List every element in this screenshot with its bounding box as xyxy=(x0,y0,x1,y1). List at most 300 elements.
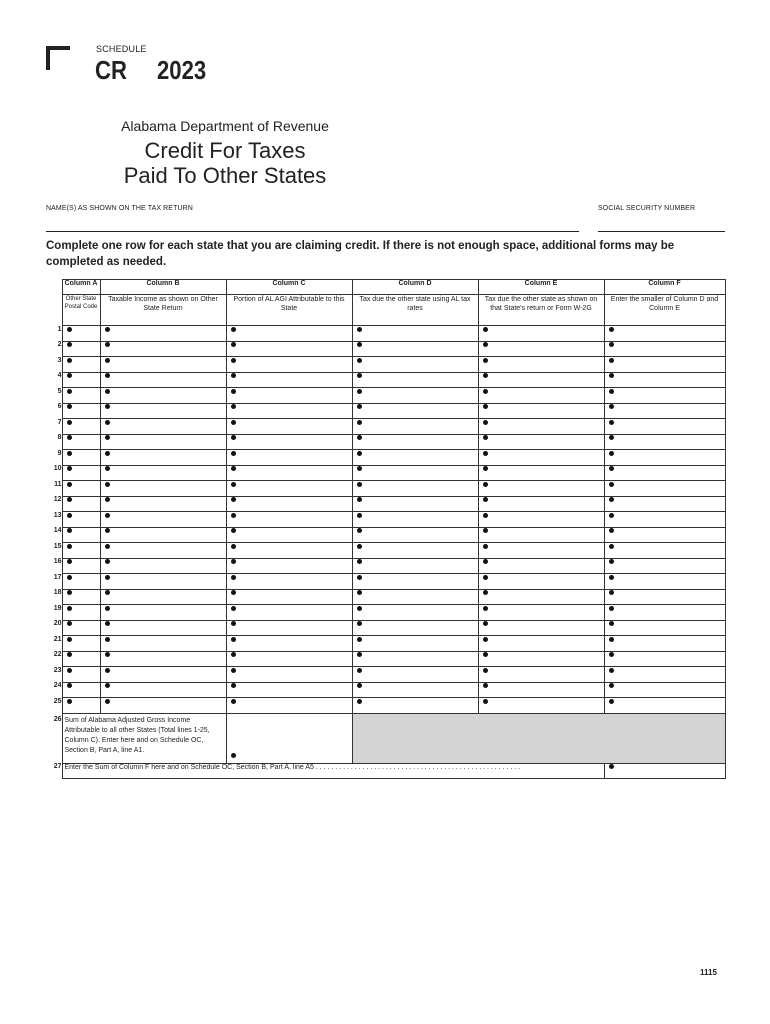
column-a-input[interactable] xyxy=(62,543,100,559)
bullet-icon xyxy=(357,590,362,595)
bullet-icon xyxy=(67,466,72,471)
bullet-icon xyxy=(231,358,236,363)
bullet-icon xyxy=(483,389,488,394)
bullet-icon xyxy=(609,606,614,611)
bullet-icon xyxy=(67,528,72,533)
bullet-icon xyxy=(609,497,614,502)
column-e-input[interactable] xyxy=(478,558,604,574)
bullet-icon xyxy=(105,435,110,440)
bullet-icon xyxy=(483,513,488,518)
column-a-input[interactable] xyxy=(62,558,100,574)
ssn-field-label: SOCIAL SECURITY NUMBER xyxy=(598,205,696,212)
bullet-icon xyxy=(231,373,236,378)
bullet-icon xyxy=(357,358,362,363)
column-b-input[interactable] xyxy=(100,620,226,636)
column-b-input[interactable] xyxy=(100,465,226,481)
bullet-icon xyxy=(105,358,110,363)
column-c-input[interactable] xyxy=(226,450,352,466)
column-f-input[interactable] xyxy=(604,496,725,512)
bullet-icon xyxy=(105,637,110,642)
column-e-input[interactable] xyxy=(478,682,604,698)
column-f-input[interactable] xyxy=(604,419,725,435)
bullet-icon xyxy=(231,699,236,704)
bullet-icon xyxy=(231,435,236,440)
column-e-input[interactable] xyxy=(478,589,604,605)
column-e-input[interactable] xyxy=(478,574,604,590)
column-c-input[interactable] xyxy=(226,636,352,652)
column-d-input[interactable] xyxy=(352,651,478,667)
bullet-icon xyxy=(483,420,488,425)
bullet-icon xyxy=(105,466,110,471)
column-e-input[interactable] xyxy=(478,326,604,342)
column-c-input[interactable] xyxy=(226,605,352,621)
table-row xyxy=(46,419,725,435)
bullet-icon xyxy=(609,482,614,487)
column-e-input[interactable] xyxy=(478,434,604,450)
bullet-icon xyxy=(231,466,236,471)
column-b-input[interactable] xyxy=(100,636,226,652)
bullet-icon xyxy=(357,513,362,518)
column-c-input[interactable] xyxy=(226,357,352,373)
column-d-input[interactable] xyxy=(352,372,478,388)
name-field-label: NAME(S) AS SHOWN ON THE TAX RETURN xyxy=(46,205,193,212)
column-a-input[interactable] xyxy=(62,357,100,373)
column-c-input[interactable] xyxy=(226,403,352,419)
column-b-input[interactable] xyxy=(100,357,226,373)
column-b-input[interactable] xyxy=(100,419,226,435)
bullet-icon xyxy=(357,404,362,409)
table-row xyxy=(46,558,725,574)
column-e-input[interactable] xyxy=(478,450,604,466)
column-a-input[interactable] xyxy=(62,512,100,528)
column-d-input[interactable] xyxy=(352,636,478,652)
column-e-input[interactable] xyxy=(478,667,604,683)
table-row xyxy=(46,698,725,714)
table-row xyxy=(46,543,725,559)
table-row xyxy=(46,620,725,636)
column-e-input[interactable] xyxy=(478,388,604,404)
row-number: 12 xyxy=(53,496,62,503)
bullet-icon xyxy=(231,753,236,758)
table-row xyxy=(46,496,725,512)
table-row xyxy=(46,636,725,652)
bullet-icon xyxy=(67,699,72,704)
column-d-input[interactable] xyxy=(352,682,478,698)
bullet-icon xyxy=(609,637,614,642)
bullet-icon xyxy=(67,590,72,595)
column-c-input[interactable] xyxy=(226,698,352,714)
column-d-input[interactable] xyxy=(352,589,478,605)
bullet-icon xyxy=(609,764,614,769)
column-f-input[interactable] xyxy=(604,434,725,450)
bullet-icon xyxy=(483,327,488,332)
column-f-input[interactable] xyxy=(604,620,725,636)
table-row xyxy=(46,372,725,388)
column-b-input[interactable] xyxy=(100,481,226,497)
bullet-icon xyxy=(231,513,236,518)
column-d-input[interactable] xyxy=(352,481,478,497)
line-27-input[interactable] xyxy=(604,763,725,778)
column-b-input[interactable] xyxy=(100,403,226,419)
column-e-input[interactable] xyxy=(478,605,604,621)
bullet-icon xyxy=(67,373,72,378)
row-number: 8 xyxy=(57,434,62,441)
column-d-input[interactable] xyxy=(352,496,478,512)
column-e-input[interactable] xyxy=(478,465,604,481)
column-c-input[interactable] xyxy=(226,434,352,450)
bullet-icon xyxy=(105,559,110,564)
column-f-input[interactable] xyxy=(604,388,725,404)
column-b-description: Taxable Income as shown on Other State Return xyxy=(100,295,226,326)
line-26-shaded-area xyxy=(352,713,725,763)
bullet-icon xyxy=(357,435,362,440)
line-26-description xyxy=(62,713,226,763)
column-f-input[interactable] xyxy=(604,543,725,559)
column-a-input[interactable] xyxy=(62,527,100,543)
table-row xyxy=(46,450,725,466)
bullet-icon xyxy=(231,420,236,425)
column-e-input[interactable] xyxy=(478,698,604,714)
table-row xyxy=(46,527,725,543)
table-row xyxy=(46,651,725,667)
bullet-icon xyxy=(231,482,236,487)
table-row xyxy=(46,388,725,404)
bullet-icon xyxy=(105,389,110,394)
column-d-input[interactable] xyxy=(352,512,478,528)
bullet-icon xyxy=(357,482,362,487)
column-a-header: Column A xyxy=(62,280,100,295)
bullet-icon xyxy=(483,466,488,471)
column-e-input[interactable] xyxy=(478,341,604,357)
column-a-input[interactable] xyxy=(62,682,100,698)
column-b-input[interactable] xyxy=(100,667,226,683)
row-number: 5 xyxy=(57,387,62,395)
column-f-input[interactable] xyxy=(604,667,725,683)
bullet-icon xyxy=(105,699,110,704)
column-b-input[interactable] xyxy=(100,698,226,714)
bullet-icon xyxy=(483,606,488,611)
table-row xyxy=(46,403,725,419)
bullet-icon xyxy=(231,544,236,549)
bullet-icon xyxy=(483,668,488,673)
column-b-input[interactable] xyxy=(100,512,226,528)
bullet-icon xyxy=(357,559,362,564)
bullet-icon xyxy=(483,559,488,564)
column-d-input[interactable] xyxy=(352,527,478,543)
column-f-input[interactable] xyxy=(604,636,725,652)
row-number: 9 xyxy=(57,449,62,457)
column-d-input[interactable] xyxy=(352,450,478,466)
column-c-input[interactable] xyxy=(226,667,352,683)
column-d-input[interactable] xyxy=(352,341,478,357)
column-a-input[interactable] xyxy=(62,481,100,497)
column-f-input[interactable] xyxy=(604,465,725,481)
column-a-input[interactable] xyxy=(62,372,100,388)
row-number: 24 xyxy=(53,682,62,689)
column-c-input[interactable] xyxy=(226,620,352,636)
row-number: 19 xyxy=(53,604,62,612)
column-f-input[interactable] xyxy=(604,403,725,419)
column-c-input[interactable] xyxy=(226,527,352,543)
bullet-icon xyxy=(67,358,72,363)
column-b-input[interactable] xyxy=(100,450,226,466)
column-f-input[interactable] xyxy=(604,450,725,466)
column-e-input[interactable] xyxy=(478,527,604,543)
column-f-input[interactable] xyxy=(604,341,725,357)
column-e-input[interactable] xyxy=(478,481,604,497)
bullet-icon xyxy=(483,451,488,456)
column-f-input[interactable] xyxy=(604,651,725,667)
column-d-input[interactable] xyxy=(352,326,478,342)
column-a-input[interactable] xyxy=(62,326,100,342)
column-f-input[interactable] xyxy=(604,326,725,342)
column-f-input[interactable] xyxy=(604,527,725,543)
column-c-input[interactable] xyxy=(226,326,352,342)
column-f-input[interactable] xyxy=(604,574,725,590)
column-c-input[interactable] xyxy=(226,574,352,590)
row-number: 22 xyxy=(53,651,62,658)
bullet-icon xyxy=(67,420,72,425)
description-spacer xyxy=(46,295,62,326)
column-b-input[interactable] xyxy=(100,605,226,621)
column-d-input[interactable] xyxy=(352,558,478,574)
table-row xyxy=(46,682,725,698)
column-b-input[interactable] xyxy=(100,574,226,590)
form-year: 2023 xyxy=(157,55,207,85)
column-f-input[interactable] xyxy=(604,589,725,605)
bullet-icon xyxy=(609,435,614,440)
table-row xyxy=(46,481,725,497)
column-d-input[interactable] xyxy=(352,357,478,373)
bullet-icon xyxy=(105,451,110,456)
column-e-input[interactable] xyxy=(478,357,604,373)
column-d-input[interactable] xyxy=(352,698,478,714)
column-e-input[interactable] xyxy=(478,651,604,667)
bullet-icon xyxy=(105,482,110,487)
column-f-input[interactable] xyxy=(604,372,725,388)
column-a-input[interactable] xyxy=(62,651,100,667)
line-26-row xyxy=(46,713,725,763)
bullet-icon xyxy=(609,342,614,347)
column-b-input[interactable] xyxy=(100,341,226,357)
column-e-input[interactable] xyxy=(478,403,604,419)
table-row xyxy=(46,667,725,683)
bullet-icon xyxy=(609,404,614,409)
ssn-field[interactable] xyxy=(598,231,725,232)
column-d-input[interactable] xyxy=(352,543,478,559)
bullet-icon xyxy=(357,327,362,332)
column-a-input[interactable] xyxy=(62,388,100,404)
column-b-input[interactable] xyxy=(100,527,226,543)
column-e-input[interactable] xyxy=(478,543,604,559)
column-b-input[interactable] xyxy=(100,543,226,559)
column-f-input[interactable] xyxy=(604,357,725,373)
bullet-icon xyxy=(483,590,488,595)
bullet-icon xyxy=(67,327,72,332)
bullet-icon xyxy=(231,497,236,502)
column-c-input[interactable] xyxy=(226,512,352,528)
column-f-input[interactable] xyxy=(604,558,725,574)
column-f-input[interactable] xyxy=(604,512,725,528)
table-row xyxy=(46,512,725,528)
bullet-icon xyxy=(105,668,110,673)
column-a-input[interactable] xyxy=(62,620,100,636)
row-number: 23 xyxy=(53,666,62,674)
column-c-input[interactable] xyxy=(226,496,352,512)
bullet-icon xyxy=(609,420,614,425)
column-e-description: Tax due the other state as shown on that State's return or Form W-2G xyxy=(478,295,604,326)
bullet-icon xyxy=(67,389,72,394)
column-a-input[interactable] xyxy=(62,419,100,435)
column-d-input[interactable] xyxy=(352,419,478,435)
bullet-icon xyxy=(105,327,110,332)
table-row xyxy=(46,341,725,357)
column-b-header: Column B xyxy=(100,280,226,295)
bullet-icon xyxy=(609,513,614,518)
bullet-icon xyxy=(105,404,110,409)
column-d-input[interactable] xyxy=(352,465,478,481)
column-e-input[interactable] xyxy=(478,512,604,528)
bullet-icon xyxy=(67,342,72,347)
bullet-icon xyxy=(231,327,236,332)
column-e-input[interactable] xyxy=(478,636,604,652)
bullet-icon xyxy=(609,590,614,595)
column-d-input[interactable] xyxy=(352,667,478,683)
column-a-input[interactable] xyxy=(62,434,100,450)
column-c-header: Column C xyxy=(226,280,352,295)
column-f-input[interactable] xyxy=(604,605,725,621)
bullet-icon xyxy=(483,652,488,657)
bullet-icon xyxy=(609,389,614,394)
row-number: 1 xyxy=(57,325,62,333)
column-b-input[interactable] xyxy=(100,651,226,667)
bullet-icon xyxy=(67,575,72,580)
bullet-icon xyxy=(67,606,72,611)
column-c-input[interactable] xyxy=(226,651,352,667)
bullet-icon xyxy=(357,606,362,611)
bullet-icon xyxy=(357,451,362,456)
row-number: 13 xyxy=(53,511,62,519)
bullet-icon xyxy=(609,358,614,363)
row-number: 2 xyxy=(57,341,62,348)
credit-table-wrap xyxy=(46,279,726,779)
column-a-input[interactable] xyxy=(62,341,100,357)
column-b-input[interactable] xyxy=(100,434,226,450)
column-c-input[interactable] xyxy=(226,682,352,698)
bullet-icon xyxy=(357,528,362,533)
bullet-icon xyxy=(357,637,362,642)
column-c-input[interactable] xyxy=(226,481,352,497)
column-c-input[interactable] xyxy=(226,558,352,574)
column-f-input[interactable] xyxy=(604,682,725,698)
column-a-input[interactable] xyxy=(62,465,100,481)
row-number: 17 xyxy=(53,573,62,581)
row-number: 21 xyxy=(53,635,62,643)
column-c-input[interactable] xyxy=(226,341,352,357)
column-a-input[interactable] xyxy=(62,403,100,419)
name-field[interactable] xyxy=(46,231,579,232)
bullet-icon xyxy=(105,513,110,518)
column-a-input[interactable] xyxy=(62,589,100,605)
column-b-input[interactable] xyxy=(100,558,226,574)
row-number: 6 xyxy=(57,403,62,410)
column-e-input[interactable] xyxy=(478,419,604,435)
row-number: 11 xyxy=(54,480,62,488)
bullet-icon xyxy=(67,404,72,409)
column-a-input[interactable] xyxy=(62,605,100,621)
page-number: 1115 xyxy=(700,968,717,977)
column-d-input[interactable] xyxy=(352,434,478,450)
bullet-icon xyxy=(231,652,236,657)
column-f-input[interactable] xyxy=(604,481,725,497)
column-b-input[interactable] xyxy=(100,388,226,404)
column-c-input[interactable] xyxy=(226,589,352,605)
line-26-input[interactable] xyxy=(226,713,352,763)
column-d-input[interactable] xyxy=(352,605,478,621)
column-b-input[interactable] xyxy=(100,682,226,698)
column-b-input[interactable] xyxy=(100,496,226,512)
table-row xyxy=(46,357,725,373)
column-a-input[interactable] xyxy=(62,450,100,466)
column-e-input[interactable] xyxy=(478,620,604,636)
bullet-icon xyxy=(105,544,110,549)
line-26-text: Sum of Alabama Adjusted Gross Income Attributable to all other States (Total lines 1-25, Column C). Enter here and on Schedule OC, Section B, Part A, line A1. xyxy=(64,716,210,754)
column-c-input[interactable] xyxy=(226,465,352,481)
column-a-input[interactable] xyxy=(62,667,100,683)
column-b-input[interactable] xyxy=(100,326,226,342)
bullet-icon xyxy=(105,528,110,533)
bullet-icon xyxy=(609,575,614,580)
bullet-icon xyxy=(357,699,362,704)
column-a-input[interactable] xyxy=(62,574,100,590)
bullet-icon xyxy=(483,358,488,363)
bullet-icon xyxy=(67,435,72,440)
bullet-icon xyxy=(105,342,110,347)
column-d-description: Tax due the other state using AL tax rates xyxy=(352,295,478,326)
bullet-icon xyxy=(67,559,72,564)
column-b-input[interactable] xyxy=(100,372,226,388)
column-d-input[interactable] xyxy=(352,388,478,404)
column-c-input[interactable] xyxy=(226,419,352,435)
column-e-input[interactable] xyxy=(478,372,604,388)
bullet-icon xyxy=(231,590,236,595)
bullet-icon xyxy=(357,652,362,657)
row-number: 20 xyxy=(53,620,62,627)
column-e-input[interactable] xyxy=(478,496,604,512)
column-f-input[interactable] xyxy=(604,698,725,714)
bullet-icon xyxy=(231,528,236,533)
column-d-input[interactable] xyxy=(352,574,478,590)
column-b-input[interactable] xyxy=(100,589,226,605)
bullet-icon xyxy=(231,683,236,688)
credit-table xyxy=(46,279,726,779)
bullet-icon xyxy=(357,668,362,673)
bullet-icon xyxy=(67,544,72,549)
column-a-input[interactable] xyxy=(62,496,100,512)
column-d-input[interactable] xyxy=(352,620,478,636)
table-row xyxy=(46,326,725,342)
row-number: 14 xyxy=(53,527,62,534)
column-a-input[interactable] xyxy=(62,698,100,714)
column-c-input[interactable] xyxy=(226,372,352,388)
column-d-input[interactable] xyxy=(352,403,478,419)
column-c-input[interactable] xyxy=(226,543,352,559)
bullet-icon xyxy=(105,590,110,595)
bullet-icon xyxy=(483,699,488,704)
column-c-input[interactable] xyxy=(226,388,352,404)
bullet-icon xyxy=(357,420,362,425)
column-a-input[interactable] xyxy=(62,636,100,652)
